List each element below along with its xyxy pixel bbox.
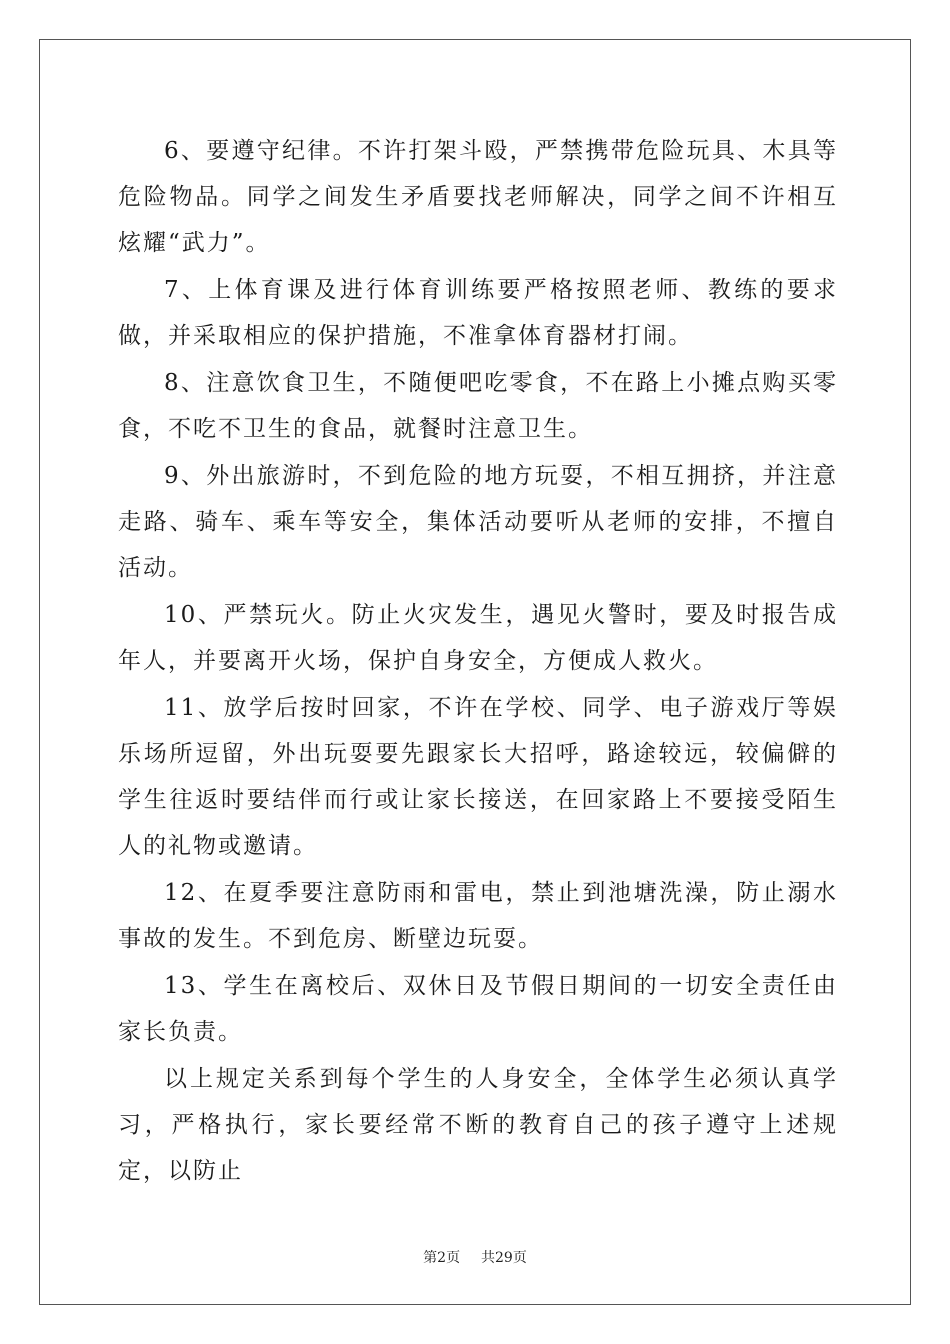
paragraph-rule-13: 13、学生在离校后、双休日及节假日期间的一切安全责任由家长负责。 (118, 973, 838, 1045)
paragraph-rule-7: 7、上体育课及进行体育训练要严格按照老师、教练的要求做，并采取相应的保护措施，不准拿体育器材打闹。 (118, 277, 838, 349)
paragraph-rule-8: 8、注意饮食卫生，不随便吧吃零食，不在路上小摊点购买零食，不吃不卫生的食品，就餐时注意卫生。 (118, 370, 838, 442)
paragraph-rule-10: 10、严禁玩火。防止火灾发生，遇见火警时，要及时报告成年人，并要离开火场，保护自身安全，方便成人救火。 (118, 602, 838, 674)
paragraph-rule-9: 9、外出旅游时，不到危险的地方玩耍，不相互拥挤，并注意走路、骑车、乘车等安全，集体活动要听从老师的安排，不擅自活动。 (118, 463, 838, 581)
document-body (118, 128, 838, 1195)
paragraph-closing: 以上规定关系到每个学生的人身安全，全体学生必须认真学习，严格执行，家长要经常不断的教育自己的孩子遵守上述规定，以防止 (118, 1066, 838, 1184)
paragraph-rule-12: 12、在夏季要注意防雨和雷电，禁止到池塘洗澡，防止溺水事故的发生。不到危房、断壁边玩耍。 (118, 880, 838, 952)
page-footer (0, 1247, 950, 1267)
page-total: 共29页 (481, 1250, 527, 1266)
page-number: 第2页 (423, 1250, 461, 1266)
paragraph-rule-6: 6、要遵守纪律。不许打架斗殴，严禁携带危险玩具、木具等危险物品。同学之间发生矛盾要找老师解决，同学之间不许相互炫耀“武力”。 (118, 138, 838, 256)
paragraph-rule-11: 11、放学后按时回家，不许在学校、同学、电子游戏厅等娱乐场所逗留，外出玩耍要先跟家长大招呼，路途较远，较偏僻的学生往返时要结伴而行或让家长接送，在回家路上不要接受陌生人的礼物或邀请。 (118, 695, 838, 859)
